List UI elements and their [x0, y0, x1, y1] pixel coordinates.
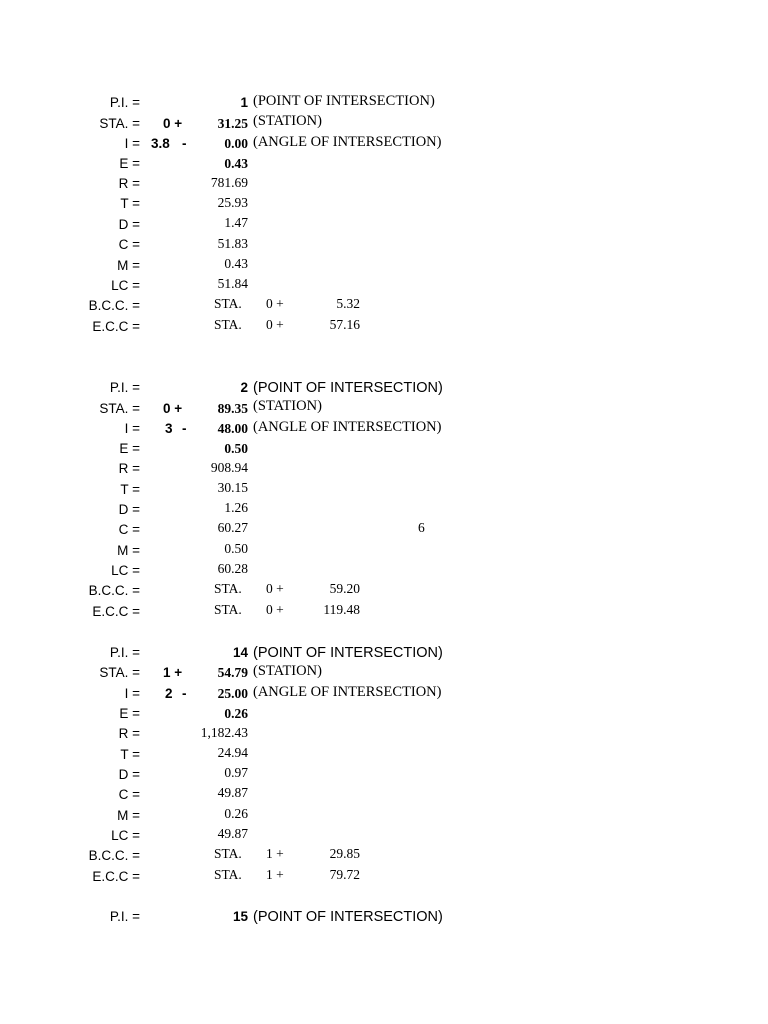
bcc-sta: STA.	[214, 846, 242, 861]
bcc-label: B.C.C. =	[88, 298, 140, 313]
c-value: 60.27	[217, 520, 248, 535]
e-value: 0.26	[224, 706, 248, 721]
bcc-value: 59.20	[329, 581, 360, 596]
sta-plus: 1 +	[163, 665, 183, 680]
c-value: 51.83	[217, 236, 248, 251]
e-label: E =	[119, 156, 140, 171]
pi-value: 1	[240, 95, 248, 110]
e-label: E =	[119, 441, 140, 456]
pi-label: P.I. =	[109, 95, 140, 110]
i-separator: -	[182, 686, 187, 701]
i-value: 48.00	[217, 421, 248, 436]
sta-label: STA. =	[99, 116, 140, 131]
sta-value: 89.35	[217, 401, 248, 416]
d-value: 1.26	[224, 500, 248, 515]
d-label: D =	[118, 217, 140, 232]
i-description: (ANGLE OF INTERSECTION)	[253, 684, 442, 700]
sta-description: (STATION)	[253, 663, 322, 679]
sta-description: (STATION)	[253, 113, 322, 129]
sta-value: 31.25	[217, 116, 248, 131]
i-degrees: 2	[165, 686, 173, 701]
r-value: 781.69	[210, 175, 248, 190]
bcc-plus: 0 +	[266, 581, 284, 596]
r-value: 1,182.43	[200, 725, 248, 740]
t-label: T =	[120, 482, 140, 497]
m-label: M =	[117, 808, 140, 823]
i-value: 0.00	[224, 136, 248, 151]
bcc-label: B.C.C. =	[88, 583, 140, 598]
i-label: I =	[124, 686, 140, 701]
bcc-label: B.C.C. =	[88, 848, 140, 863]
lc-value: 51.84	[217, 276, 248, 291]
sta-value: 54.79	[217, 665, 248, 680]
lc-label: LC =	[111, 278, 140, 293]
sta-description: (STATION)	[253, 398, 322, 414]
ecc-plus: 1 +	[266, 867, 284, 882]
e-value: 0.50	[224, 441, 248, 456]
d-label: D =	[118, 502, 140, 517]
r-label: R =	[118, 461, 140, 476]
bcc-plus: 0 +	[266, 296, 284, 311]
c-label: C =	[118, 237, 140, 252]
pi-value: 2	[240, 380, 248, 395]
ecc-label: E.C.C =	[92, 604, 140, 619]
e-label: E =	[119, 706, 140, 721]
lc-label: LC =	[111, 828, 140, 843]
i-separator: -	[182, 421, 187, 436]
sta-label: STA. =	[99, 401, 140, 416]
sta-label: STA. =	[99, 665, 140, 680]
t-value: 25.93	[217, 195, 248, 210]
t-value: 24.94	[217, 745, 248, 760]
i-description: (ANGLE OF INTERSECTION)	[253, 134, 442, 150]
m-label: M =	[117, 258, 140, 273]
ecc-label: E.C.C =	[92, 869, 140, 884]
t-label: T =	[120, 747, 140, 762]
m-value: 0.26	[224, 806, 248, 821]
m-label: M =	[117, 543, 140, 558]
i-label: I =	[124, 421, 140, 436]
r-label: R =	[118, 726, 140, 741]
ecc-sta: STA.	[214, 867, 242, 882]
i-degrees: 3	[165, 421, 173, 436]
lc-label: LC =	[111, 563, 140, 578]
i-separator: -	[182, 136, 187, 151]
d-label: D =	[118, 767, 140, 782]
c-label: C =	[118, 522, 140, 537]
e-value: 0.43	[224, 156, 248, 171]
side-note: 6	[418, 520, 425, 535]
sta-plus: 0 +	[163, 116, 183, 131]
pi-description: (POINT OF INTERSECTION)	[253, 380, 443, 396]
d-value: 0.97	[224, 765, 248, 780]
ecc-sta: STA.	[214, 602, 242, 617]
bcc-sta: STA.	[214, 296, 242, 311]
bcc-value: 5.32	[336, 296, 360, 311]
bcc-value: 29.85	[329, 846, 360, 861]
lc-value: 60.28	[217, 561, 248, 576]
r-value: 908.94	[210, 460, 248, 475]
c-value: 49.87	[217, 785, 248, 800]
i-degrees: 3.8	[151, 136, 170, 151]
pi-description: (POINT OF INTERSECTION)	[253, 909, 443, 925]
ecc-sta: STA.	[214, 317, 242, 332]
t-value: 30.15	[217, 480, 248, 495]
pi-description: (POINT OF INTERSECTION)	[253, 93, 435, 109]
ecc-plus: 0 +	[266, 602, 284, 617]
sta-plus: 0 +	[163, 401, 183, 416]
ecc-label: E.C.C =	[92, 319, 140, 334]
pi-label: P.I. =	[109, 909, 140, 924]
pi-label: P.I. =	[109, 380, 140, 395]
pi-value: 15	[232, 909, 248, 924]
ecc-value: 57.16	[329, 317, 360, 332]
i-description: (ANGLE OF INTERSECTION)	[253, 419, 442, 435]
pi-value: 14	[232, 645, 248, 660]
pi-label: P.I. =	[109, 645, 140, 660]
t-label: T =	[120, 196, 140, 211]
m-value: 0.43	[224, 256, 248, 271]
r-label: R =	[118, 176, 140, 191]
bcc-sta: STA.	[214, 581, 242, 596]
d-value: 1.47	[224, 215, 248, 230]
i-label: I =	[124, 136, 140, 151]
lc-value: 49.87	[217, 826, 248, 841]
ecc-value: 119.48	[323, 602, 360, 617]
ecc-plus: 0 +	[266, 317, 284, 332]
pi-description: (POINT OF INTERSECTION)	[253, 645, 443, 661]
ecc-value: 79.72	[329, 867, 360, 882]
bcc-plus: 1 +	[266, 846, 284, 861]
m-value: 0.50	[224, 541, 248, 556]
i-value: 25.00	[217, 686, 248, 701]
c-label: C =	[118, 787, 140, 802]
